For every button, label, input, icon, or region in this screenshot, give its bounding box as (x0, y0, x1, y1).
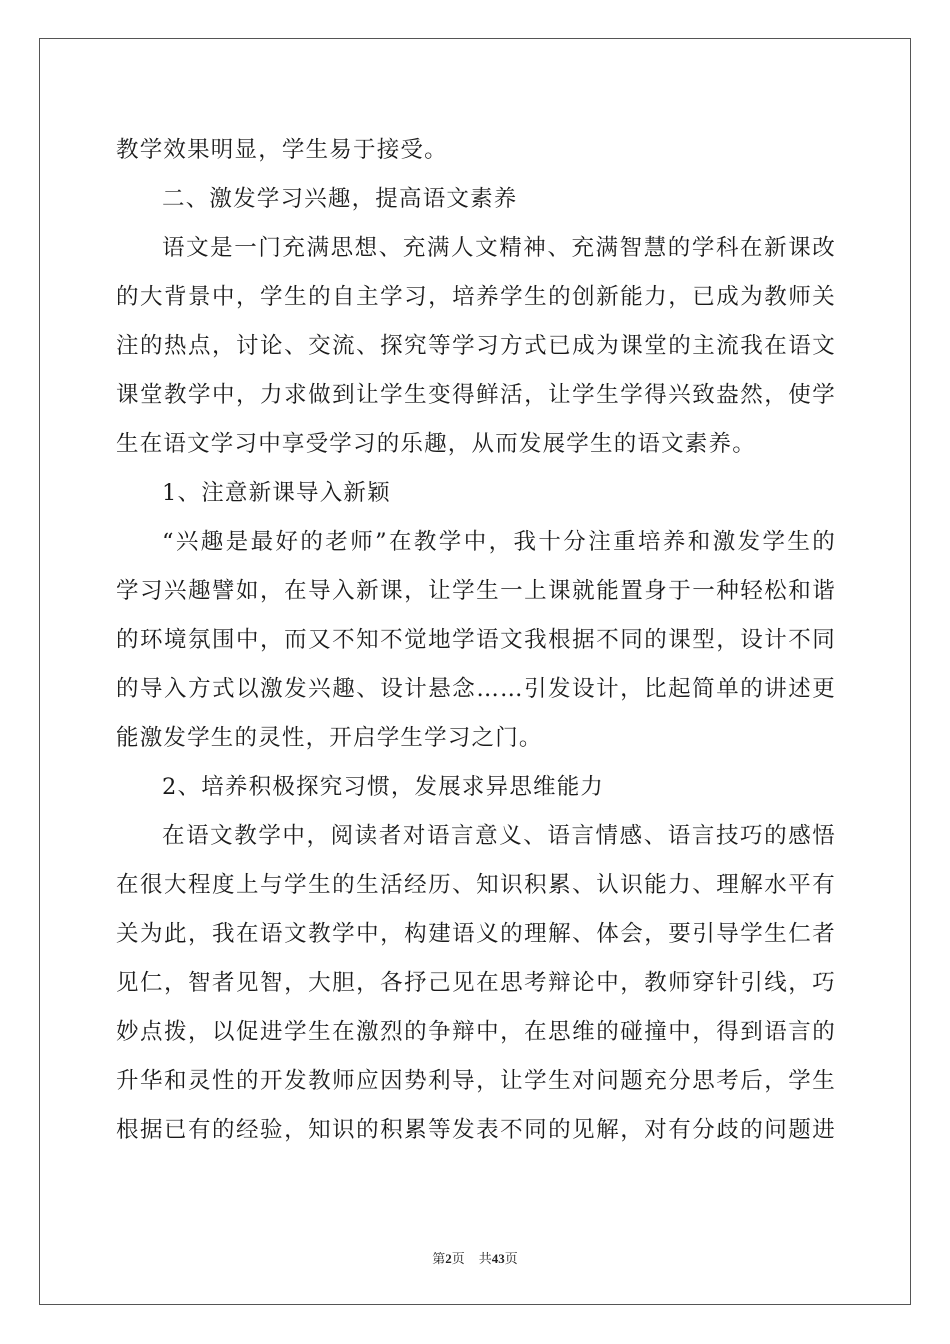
total-suffix: 页 (504, 1251, 518, 1266)
page-footer (0, 1248, 950, 1267)
text-line: “兴趣是最好的老师”在教学中，我十分注重培养和激发学生的 (162, 529, 836, 555)
text-line: 课堂教学中，力求做到让学生变得鲜活，让学生学得兴致盎然，使学 (116, 382, 836, 408)
subsection-heading: 1、注意新课导入新颖 (162, 480, 391, 506)
subsection-heading: 2、培养积极探究习惯，发展求异思维能力 (162, 774, 605, 800)
text-line: 的导入方式以激发兴趣、设计悬念……引发设计，比起简单的讲述更 (116, 676, 836, 702)
text-line: 关为此，我在语文教学中，构建语义的理解、体会，要引导学生仁者 (116, 921, 836, 947)
text-line: 在语文教学中，阅读者对语言意义、语言情感、语言技巧的感悟 (162, 823, 836, 849)
text-line: 见仁，智者见智，大胆，各抒己见在思考辩论中，教师穿针引线，巧 (116, 970, 836, 996)
total-pages: 43 (491, 1251, 505, 1266)
text-line: 在很大程度上与学生的生活经历、知识积累、认识能力、理解水平有 (116, 872, 836, 898)
text-line: 的环境氛围中，而又不知不觉地学语文我根据不同的课型，设计不同 (116, 627, 836, 653)
page-number: 2 (445, 1251, 452, 1266)
text-line: 升华和灵性的开发教师应因势利导，让学生对问题充分思考后，学生 (116, 1068, 836, 1094)
document-body (116, 126, 836, 1155)
text-line: 学习兴趣譬如，在导入新课，让学生一上课就能置身于一种轻松和谐 (116, 578, 836, 604)
text-line: 生在语文学习中享受学习的乐趣，从而发展学生的语文素养。 (116, 431, 756, 457)
text-line: 妙点拨，以促进学生在激烈的争辩中，在思维的碰撞中，得到语言的 (116, 1019, 836, 1045)
text-line: 语文是一门充满思想、充满人文精神、充满智慧的学科在新课改 (162, 235, 836, 261)
page-suffix: 页 (451, 1251, 465, 1266)
total-prefix: 共 (478, 1251, 492, 1266)
text-line: 注的热点，讨论、交流、探究等学习方式已成为课堂的主流我在语文 (116, 333, 836, 359)
text-line: 的大背景中，学生的自主学习，培养学生的创新能力，已成为教师关 (116, 284, 836, 310)
text-line: 教学效果明显，学生易于接受。 (116, 137, 448, 163)
section-heading: 二、激发学习兴趣，提高语文素养 (162, 186, 518, 212)
text-line: 能激发学生的灵性，开启学生学习之门。 (116, 725, 543, 751)
text-line: 根据已有的经验，知识的积累等发表不同的见解，对有分歧的问题进 (116, 1117, 836, 1143)
page-prefix: 第 (432, 1251, 446, 1266)
